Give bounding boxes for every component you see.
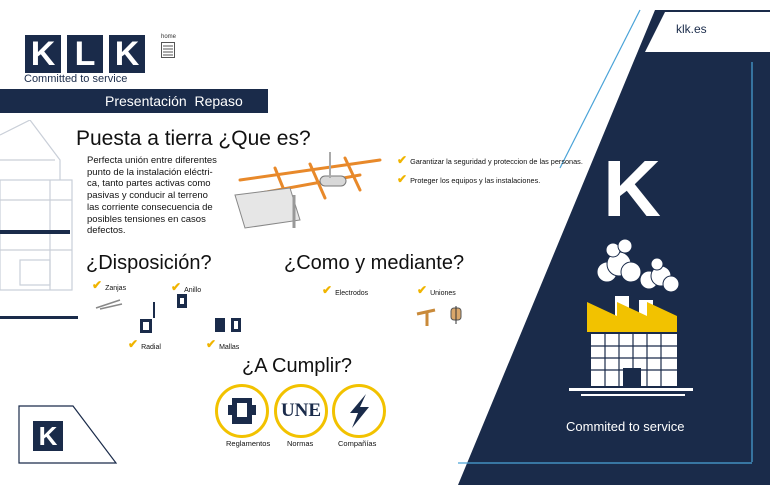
radial-icon — [139, 318, 153, 334]
description-line: las corriente consecuencia de — [87, 201, 213, 213]
corner-k-logo[interactable]: K — [33, 421, 63, 451]
document-icon — [161, 42, 175, 58]
normas-label: Normas — [287, 439, 314, 448]
logo-letter-k2: K — [109, 35, 145, 73]
companias-label: Compañías — [338, 439, 377, 448]
benefit-item: ✔ Garantizar la seguridad y proteccion de las personas. — [397, 153, 583, 167]
grounding-network-illustration — [230, 150, 390, 230]
benefits-list — [397, 153, 583, 186]
connector-clamp-icon — [415, 304, 465, 328]
checkmark-icon: ✔ — [397, 172, 408, 186]
panel-k-logo: K — [603, 144, 661, 233]
lightning-bolt-icon — [344, 394, 374, 428]
regulations-device-icon — [226, 395, 258, 427]
panel-tagline: Commited to service — [566, 419, 685, 434]
home-label: home — [161, 34, 177, 40]
building-sketch-illustration — [0, 120, 80, 320]
tierra-heading: Puesta a tierra ¿Que es? — [76, 127, 311, 150]
checkmark-icon: ✔ — [417, 283, 428, 297]
site-url[interactable]: klk.es — [676, 22, 707, 36]
checkmark-icon: ✔ — [92, 278, 103, 292]
description-line: punto de la instalación eléctri- — [87, 166, 213, 178]
zanjas-icon — [94, 296, 124, 310]
como-heading: ¿Como y mediante? — [284, 252, 465, 274]
normas-circle[interactable] — [274, 384, 328, 438]
banner-title: Presentación Repaso — [105, 93, 243, 109]
reglamentos-label: Reglamentos — [226, 439, 271, 448]
disposicion-item-zanjas[interactable]: ✔ Zanjas — [92, 278, 127, 292]
benefit-item: ✔ Proteger los equipos y las instalaciones. — [397, 172, 541, 186]
klk-logo[interactable] — [23, 29, 151, 87]
cumplir-heading: ¿A Cumplir? — [242, 355, 353, 377]
home-button[interactable] — [161, 34, 181, 60]
checkmark-icon: ✔ — [397, 153, 408, 167]
checkmark-icon: ✔ — [206, 337, 217, 351]
title-banner — [0, 89, 268, 113]
description-line: defectos. — [87, 225, 126, 237]
logo-letter-k1: K — [25, 35, 61, 73]
mallas-icon — [215, 316, 243, 334]
description-line: posibles tensiones en casos — [87, 213, 206, 225]
logo-letter-l: L — [67, 35, 103, 73]
como-item-uniones[interactable]: ✔ Uniones — [417, 283, 456, 297]
reglamentos-circle[interactable] — [215, 384, 269, 438]
logo-tagline: Committed to service — [24, 73, 128, 85]
factory-illustration — [567, 232, 697, 412]
tierra-description — [87, 155, 217, 237]
description-line: ca, tanto partes activas como — [87, 178, 211, 190]
disposicion-item-mallas[interactable]: ✔ Mallas — [206, 337, 240, 351]
une-logo: UNE — [280, 400, 322, 421]
checkmark-icon: ✔ — [128, 337, 139, 351]
companias-circle[interactable] — [332, 384, 386, 438]
como-item-electrodos[interactable]: ✔ Electrodos — [322, 283, 369, 297]
disposicion-heading: ¿Disposición? — [86, 252, 212, 274]
disposicion-item-anillo[interactable]: ✔ Anillo — [171, 280, 202, 294]
checkmark-icon: ✔ — [171, 280, 182, 294]
anillo-icon — [175, 292, 189, 310]
description-line: pasivas y conducir al terreno — [87, 190, 208, 202]
disposicion-item-radial[interactable]: ✔ Radial — [128, 337, 161, 351]
checkmark-icon: ✔ — [322, 283, 333, 297]
description-line: Perfecta unión entre diferentes — [87, 155, 217, 166]
anillo-detail-icon — [150, 302, 158, 318]
